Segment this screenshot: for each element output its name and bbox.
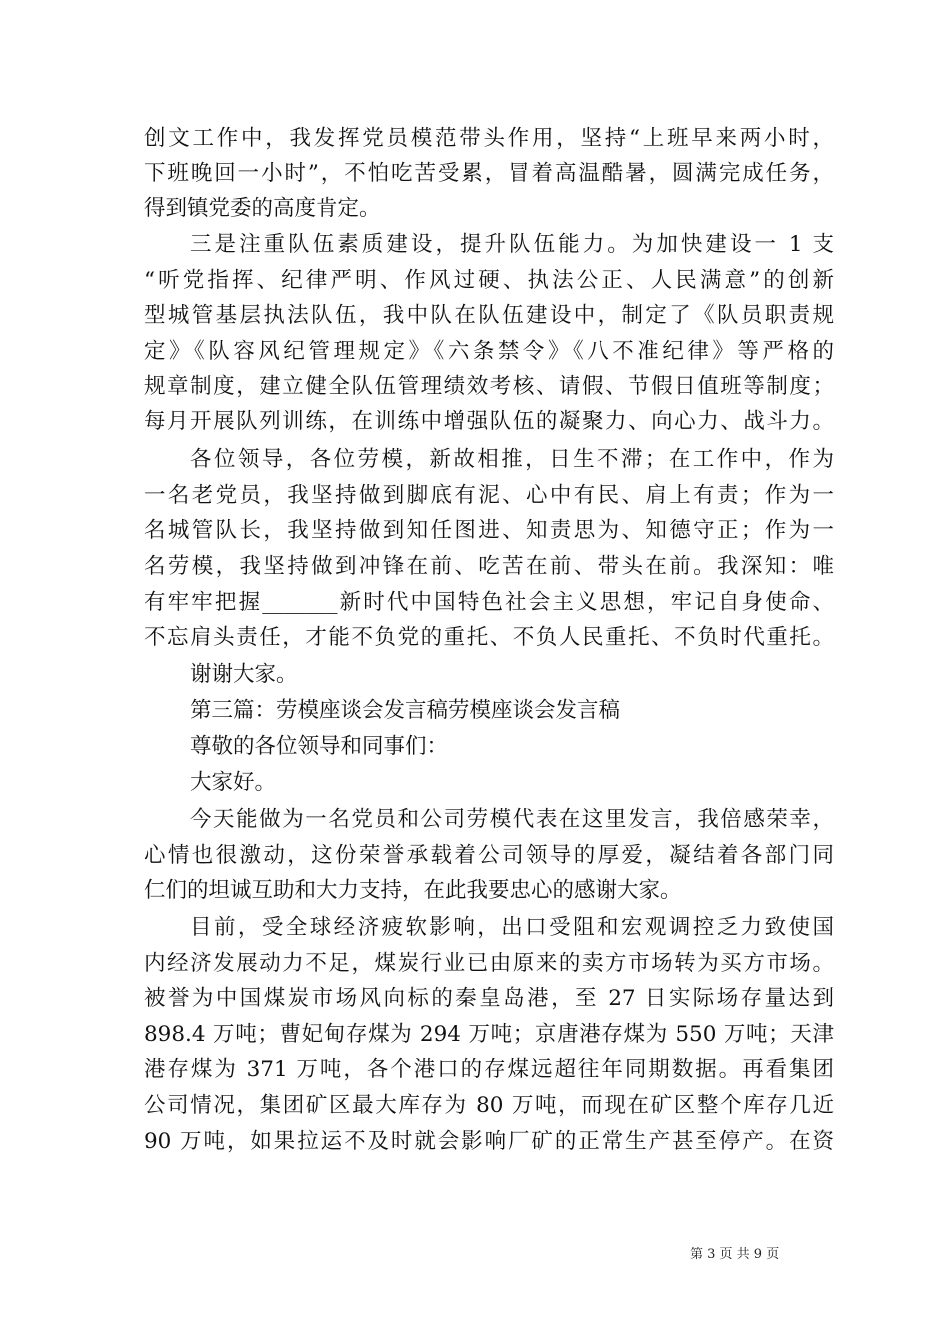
text-line: 三是注重队伍素质建设，提升队伍能力。为加快建设一 1 支 — [190, 232, 834, 257]
text-line: 不忘肩头责任，才能不负党的重托、不负人民重托、不负时代重托。 — [144, 625, 834, 650]
text-line: 内经济发展动力不足，煤炭行业已由原来的卖方市场转为买方市场。 — [144, 951, 834, 976]
text-line: 得到镇党委的高度肯定。 — [144, 196, 381, 221]
text-line: 898.4 万吨；曹妃甸存煤为 294 万吨；京唐港存煤为 550 万吨；天津 — [144, 1022, 834, 1047]
text-line: 定》《队容风纪管理规定》《六条禁令》《八不准纪律》等严格的 — [144, 339, 834, 364]
text-line: 有牢牢把握_______新时代中国特色社会主义思想，牢记自身使命、 — [144, 590, 834, 615]
text-line: 创文工作中，我发挥党员模范带头作用，坚持“上班早来两小时， — [144, 126, 834, 151]
greeting: 大家好。 — [190, 770, 277, 795]
page-number: 第 3 页 共 9 页 — [690, 1247, 780, 1262]
text-line: 每月开展队列训练，在训练中增强队伍的凝聚力、向心力、战斗力。 — [144, 409, 834, 434]
closing-thanks: 谢谢大家。 — [190, 662, 298, 687]
text-line: 目前，受全球经济疲软影响，出口受阻和宏观调控乏力致使国 — [190, 915, 834, 940]
text-line: 仁们的坦诚互助和大力支持，在此我要忠心的感谢大家。 — [144, 878, 682, 903]
text-line: 各位领导，各位劳模，新故相推，日生不滞；在工作中，作为 — [190, 447, 834, 472]
text-line: 90 万吨，如果拉运不及时就会影响厂矿的正常生产甚至停产。在资 — [144, 1129, 834, 1154]
text-line: 今天能做为一名党员和公司劳模代表在这里发言，我倍感荣幸， — [190, 807, 834, 832]
text-line: 名城管队长，我坚持做到知任图进、知责思为、知德守正；作为一 — [144, 518, 834, 543]
text-line: 心情也很激动，这份荣誉承载着公司领导的厚爱，凝结着各部门同 — [144, 843, 834, 868]
section-title: 第三篇：劳模座谈会发言稿劳模座谈会发言稿 — [190, 698, 621, 723]
salutation: 尊敬的各位领导和同事们： — [190, 734, 449, 759]
text-line: 型城管基层执法队伍，我中队在队伍建设中，制定了《队员职责规 — [144, 303, 834, 328]
text-line: 下班晚回一小时”，不怕吃苦受累，冒着高温酷暑，圆满完成任务， — [144, 161, 834, 186]
text-line: 港存煤为 371 万吨，各个港口的存煤远超往年同期数据。再看集团 — [144, 1057, 834, 1082]
text-line: 公司情况，集团矿区最大库存为 80 万吨，而现在矿区整个库存几近 — [144, 1093, 834, 1118]
text-line: 名劳模，我坚持做到冲锋在前、吃苦在前、带头在前。我深知：唯 — [144, 554, 834, 579]
text-line: 一名老党员，我坚持做到脚底有泥、心中有民、肩上有责；作为一 — [144, 483, 834, 508]
text-line: “听党指挥、纪律严明、作风过硬、执法公正、人民满意”的创新 — [144, 268, 834, 293]
text-line: 规章制度，建立健全队伍管理绩效考核、请假、节假日值班等制度； — [144, 374, 834, 399]
text-line: 被誉为中国煤炭市场风向标的秦皇岛港，至 27 日实际场存量达到 — [144, 986, 834, 1011]
